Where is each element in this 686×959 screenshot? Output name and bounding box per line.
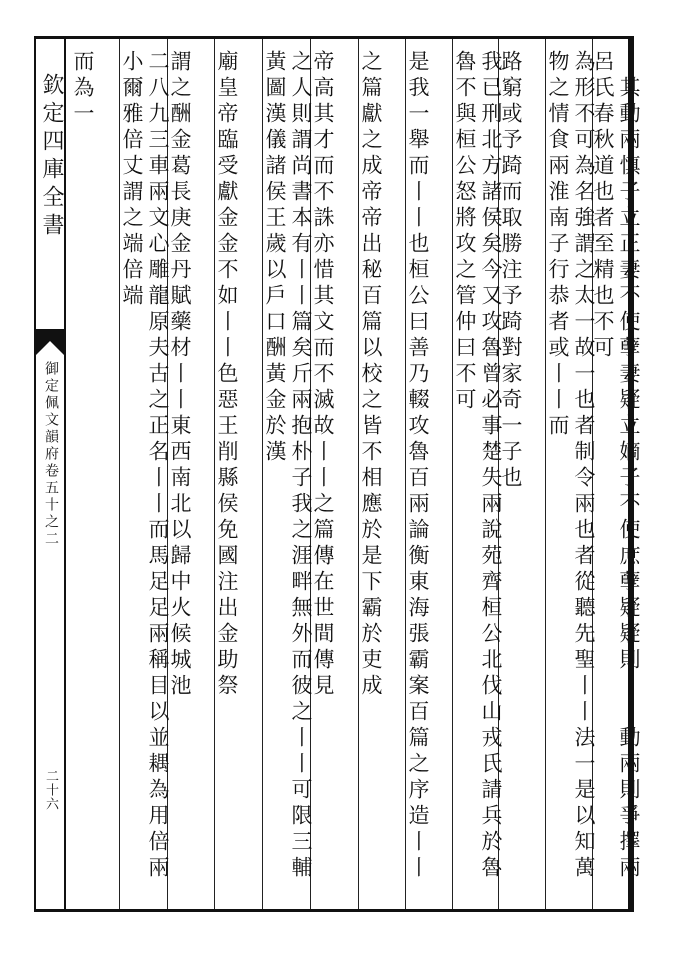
text-column-10	[167, 50, 213, 900]
column-text: 而為一	[71, 50, 95, 128]
column-text: 二八九三車兩文心雕龍原夫古之正名丨丨而馬足足兩稱目以並耦為用倍兩小爾雅倍丈謂之端倍端	[120, 50, 170, 882]
fishtail-mark-icon	[36, 329, 64, 355]
page-number: 二十六	[43, 769, 58, 811]
text-column-6	[358, 50, 404, 900]
text-column-9	[214, 50, 260, 900]
column-text: 之人則謂尚書本有丨丨篇矣斤兩抱朴子我之涯畔無外而彼之丨丨可限三輔黃圖漢儀諸侯王歲以戶口酬黃金於漢	[263, 50, 313, 882]
column-text: 之篇獻之成帝帝出秘百篇以校之皆不相應於是下霸於吏成	[359, 50, 383, 700]
column-text: 謂之酬金葛長庚金丹賦藥材丨丨東西南北以歸中火候城池	[168, 50, 192, 700]
margin-column	[36, 39, 66, 909]
text-column-7	[310, 50, 356, 900]
volume-title: 御定佩文韻府卷五十之二	[43, 361, 59, 548]
text-column-4	[452, 50, 503, 900]
column-text: 帝高其才而不誅亦惜其文而不滅故丨丨之篇傳在世間傳見	[311, 50, 335, 700]
column-text: 丨其動兩慎子立正妻不使孽妻疑立嫡子不使庶孽疑疑則丨丨動兩則爭擇兩呂氏春秋道也者至精也不可	[591, 50, 641, 882]
text-column-11	[119, 50, 170, 900]
text-column-5	[405, 50, 451, 900]
column-text: 為形不可為名強謂之太一故一也者制令兩也者從聽先聖丨丨法一是以知萬物之情食兩淮南子行恭者或丨丨而	[546, 50, 596, 882]
column-text: 路窮或予踦而取勝注予踦對家奇一子也	[499, 50, 523, 492]
book-title: 欽定四庫全書	[39, 73, 64, 241]
text-column-8	[262, 50, 313, 900]
text-column-2	[545, 50, 596, 900]
text-column-12	[70, 50, 116, 900]
column-text: 我已刑北方諸侯矣今又攻魯曾必事楚失兩說苑齊桓公北伐山戎氏請兵於魯魯不與桓公怒將攻之管仲曰不可	[453, 50, 503, 882]
column-text: 廟皇帝臨受獻金金不如丨丨色惡王削縣侯免國注出金助祭	[215, 50, 239, 700]
text-column-3	[498, 50, 544, 900]
column-text: 是我一舉而丨丨也桓公曰善乃輟攻魯百兩論衡東海張霸案百篇之序造丨丨	[406, 50, 430, 882]
